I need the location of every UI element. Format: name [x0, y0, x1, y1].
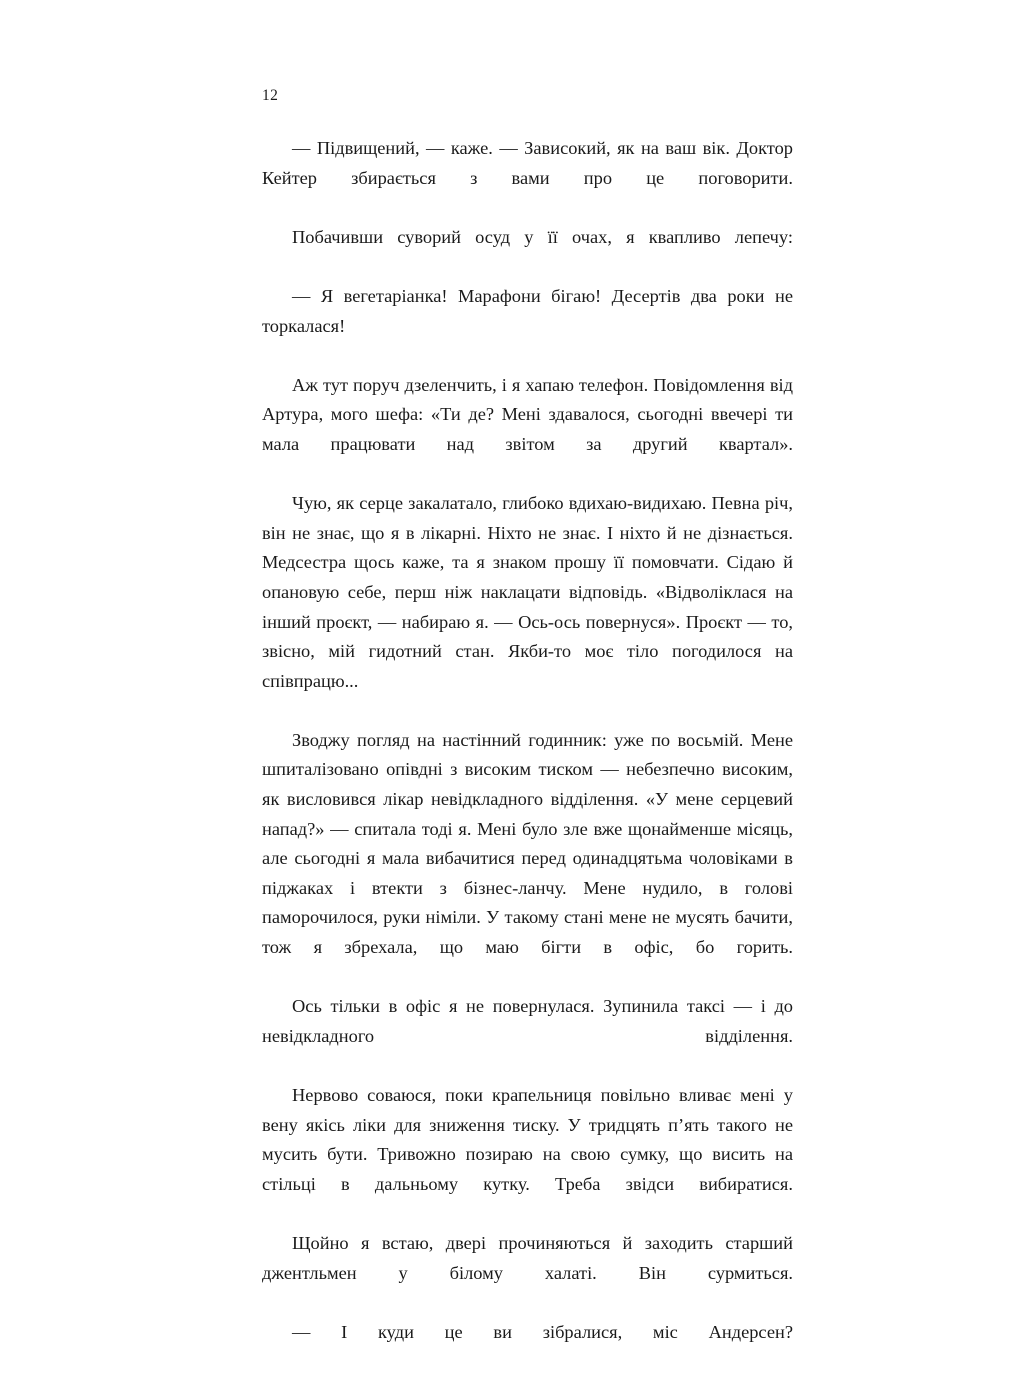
paragraph: — І куди це ви зібралися, міс Андерсен? — [292, 1321, 793, 1342]
paragraph: Чую, як серце закалатало, глибоко вдихаю-видихаю. Певна річ, він не знає, що я в лікарні. Ніхто не знає. І ніхто й не дізнається. Медсестра щось каже, та я знаком прошу її помовчати. Сідаю й опановую себе, перш ніж наклацати відповідь. «Відволіклася на інший проєкт, — набираю я. — Ось-ось повернуся». Проєкт — то, звісно, мій гидотний стан. Якби-то моє тіло погодилося на співпрацю... — [262, 493, 793, 691]
page-number: 12 — [262, 87, 279, 104]
paragraph: Нервово соваюся, поки крапельниця повільно вливає мені у вену якісь ліки для зниження тиску. У тридцять п’ять такого не мусить бути. Тривожно позираю на свою сумку, що висить на стільці в дальньому кутку. Треба звідси вибиратися. — [262, 1085, 793, 1194]
paragraph: — Я вегетаріанка! Марафони бігаю! Десертів два роки не торкалася! — [262, 285, 793, 336]
paragraph: Ось тільки в офіс я не повернулася. Зупинила таксі — і до невідкладного відділення. — [262, 996, 793, 1046]
body-text-column — [262, 134, 793, 1377]
paragraph: Аж тут поруч дзеленчить, і я хапаю телефон. Повідомлення від Артура, мого шефа: «Ти де? Мені здавалося, сьогодні ввечері ти мала працювати над звітом за другий квартал». — [262, 374, 793, 454]
paragraph: Зводжу погляд на настінний годинник: уже по восьмій. Мене шпиталізовано опівдні з високим тиском — небезпечно високим, як висловився лікар невідкладного відділення. «У мене серцевий напад?» — спитала тоді я. Мені було зле вже щонайменше місяць, але сьогодні я мала вибачитися перед одинадцятьма чоловіками в піджаках і втекти з бізнес-ланчу. Мене нудило, в голові паморочилося, руки німіли. У такому стані мене не мусять бачити, тож я збрехала, що маю бігти в офіс, бо горить. — [262, 729, 793, 958]
paragraph: Щойно я встаю, двері прочиняються й заходить старший джентльмен у білому халаті. Він сурмиться. — [262, 1232, 793, 1283]
paragraph: Побачивши суворий осуд у її очах, я квапливо лепечу: — [292, 226, 793, 247]
paragraph: — Підвищений, — каже. — Зависокий, як на ваш вік. Доктор Кейтер збирається з вами про це поговорити. — [262, 138, 793, 188]
